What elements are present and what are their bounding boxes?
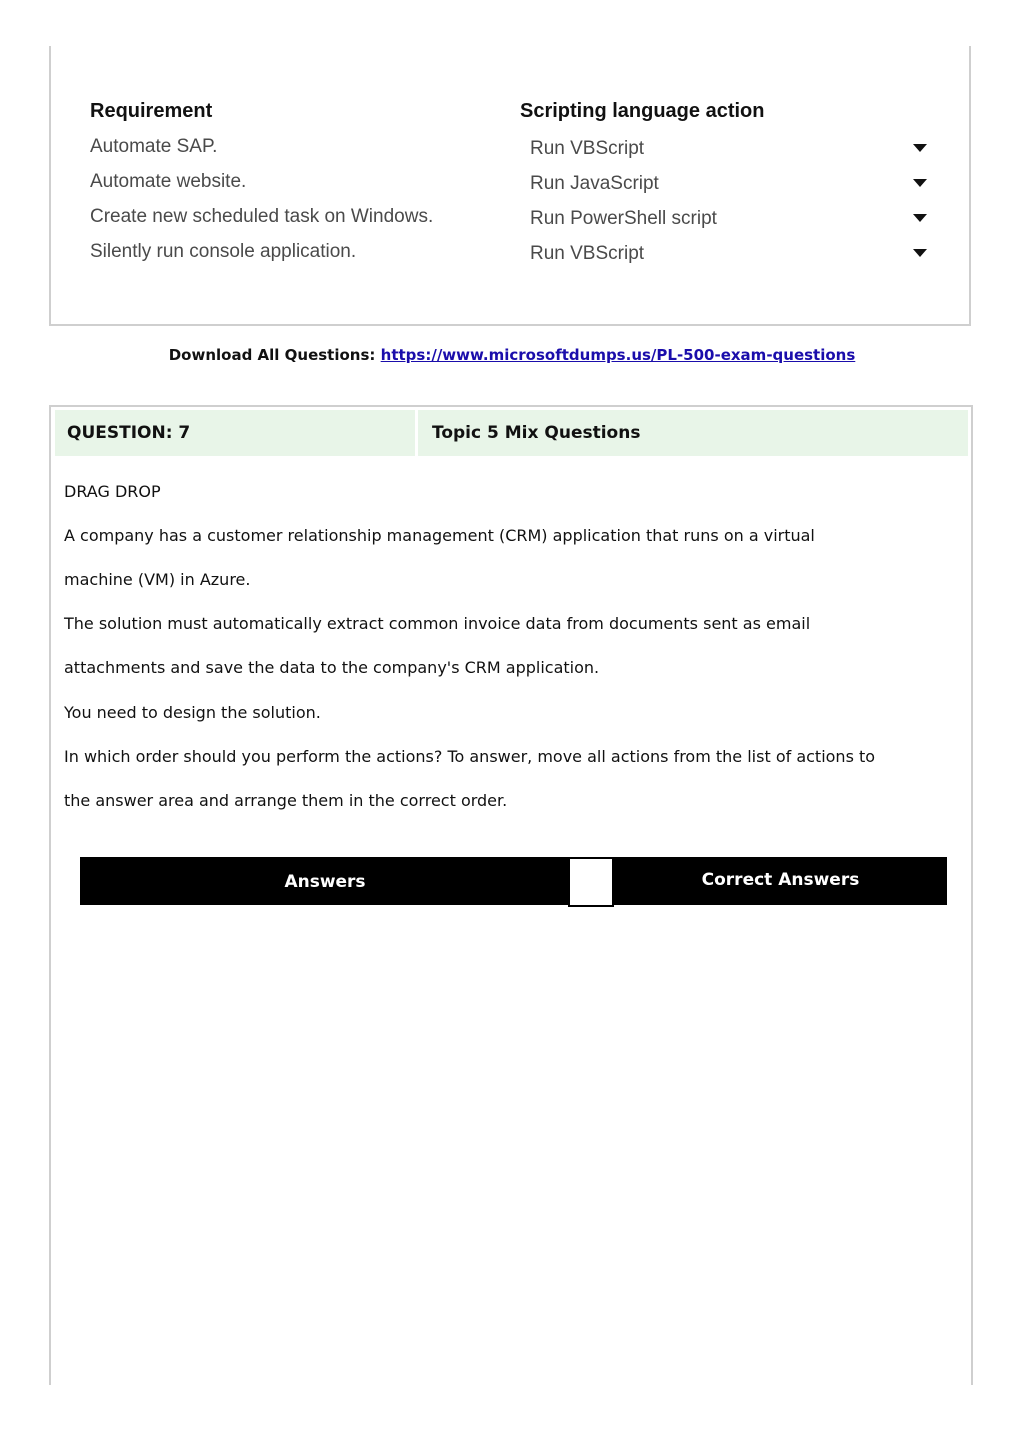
requirement-text: Automate SAP. bbox=[90, 136, 218, 157]
question-line: attachments and save the data to the company's CRM application. bbox=[64, 658, 600, 677]
question-line: The solution must automatically extract common invoice data from documents sent as email bbox=[64, 614, 811, 633]
download-line bbox=[0, 346, 1024, 364]
answers-header-bar bbox=[80, 857, 947, 905]
dropdown-arrow-icon[interactable] bbox=[913, 144, 927, 152]
action-select[interactable]: Run VBScript bbox=[530, 243, 645, 264]
question-line: A company has a customer relationship management (CRM) application that runs on a virtual bbox=[64, 526, 815, 545]
hotspot-answer-image bbox=[90, 100, 940, 270]
hotspot-row bbox=[90, 206, 940, 236]
requirement-header: Requirement bbox=[90, 100, 213, 122]
answers-label: Answers bbox=[284, 872, 366, 892]
requirement-text: Create new scheduled task on Windows. bbox=[90, 206, 434, 227]
dropdown-arrow-icon[interactable] bbox=[913, 214, 927, 222]
correct-answers-label: Correct Answers bbox=[701, 870, 860, 890]
dropdown-arrow-icon[interactable] bbox=[913, 249, 927, 257]
hotspot-row bbox=[90, 136, 940, 166]
question-number: QUESTION: 7 bbox=[55, 410, 415, 456]
download-link[interactable]: https://www.microsoftdumps.us/PL-500-exam-questions bbox=[380, 346, 856, 364]
requirement-text: Silently run console application. bbox=[90, 241, 357, 262]
question-line: You need to design the solution. bbox=[64, 703, 321, 722]
action-header: Scripting language action bbox=[520, 100, 765, 122]
download-label: Download All Questions: bbox=[168, 346, 376, 364]
action-select[interactable]: Run JavaScript bbox=[530, 173, 659, 194]
question-line: In which order should you perform the actions? To answer, move all actions from the list of actions to bbox=[64, 747, 876, 766]
question-topic: Topic 5 Mix Questions bbox=[418, 410, 968, 456]
dropdown-arrow-icon[interactable] bbox=[913, 179, 927, 187]
action-select[interactable]: Run PowerShell script bbox=[530, 208, 717, 229]
requirement-text: Automate website. bbox=[90, 171, 247, 192]
question-type: DRAG DROP bbox=[64, 482, 161, 501]
action-select[interactable]: Run VBScript bbox=[530, 138, 645, 159]
hotspot-row bbox=[90, 241, 940, 271]
hotspot-row bbox=[90, 171, 940, 201]
question-line: machine (VM) in Azure. bbox=[64, 570, 251, 589]
question-line: the answer area and arrange them in the correct order. bbox=[64, 791, 508, 810]
answers-divider-box bbox=[568, 857, 614, 907]
